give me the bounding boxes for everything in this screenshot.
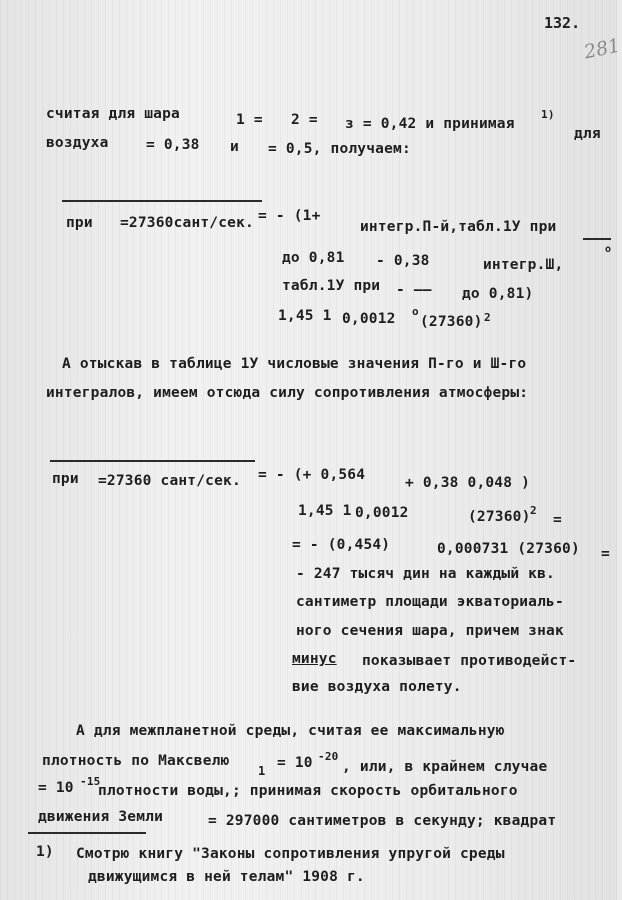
fraction-bar	[50, 460, 255, 462]
text-line: 2 =	[291, 112, 318, 128]
text-line: сантиметр площади экваториаль-	[296, 594, 564, 610]
text-line: интегр.П-й,табл.1У при	[360, 219, 557, 235]
footnote-mark: 1)	[541, 108, 555, 121]
text-line: минус	[292, 651, 337, 667]
text-line: до 0,81)	[462, 286, 534, 302]
text-line: и	[230, 139, 239, 155]
text-line: = 10	[277, 755, 313, 771]
text-line: = 0,5, получаем:	[268, 141, 411, 157]
text-line: = - (0,454)	[292, 537, 391, 553]
text-line: считая для шара	[46, 106, 180, 122]
text-line: = 10	[38, 780, 74, 796]
text-line: 1,45 1	[298, 503, 352, 519]
text-line: 0,0012	[355, 505, 409, 521]
text-line: при	[52, 471, 79, 487]
text-line: плотность по Максвелю	[42, 753, 230, 769]
exponent: 2	[484, 311, 491, 324]
fraction-bar	[583, 238, 611, 240]
footnote-rule	[28, 832, 146, 834]
text-line: = - (+ 0,564	[258, 467, 366, 483]
text-line: 0,0012	[342, 311, 396, 327]
text-line: А отыскав в таблице 1У числовые значения П-го и Ш-го	[62, 356, 527, 372]
text-line: з = 0,42 и принимая	[345, 116, 515, 132]
text-line: при	[66, 215, 93, 231]
text-line: , или, в крайнем случае	[342, 759, 548, 775]
text-line: = - (1+	[258, 208, 321, 224]
footnote-text: движущимся в ней телам" 1908 г.	[88, 869, 365, 885]
text-line: = 297000 сантиметров в секунду; квадрат	[208, 813, 557, 829]
exponent: -20	[318, 750, 339, 763]
text-line: - 0,38	[376, 253, 430, 269]
text-line: показывает противодейст-	[362, 653, 577, 669]
text-line: табл.1У при	[282, 278, 381, 294]
text-line: + 0,38 0,048 )	[405, 475, 531, 491]
page-number: 132.	[544, 14, 581, 32]
text-line: = 0,38	[146, 137, 200, 153]
text-line: =	[601, 546, 610, 562]
archive-stamp: 281	[582, 34, 622, 64]
text-line: 0,000731 (27360)	[437, 541, 580, 557]
degree-mark: о	[605, 244, 612, 255]
text-line: движения Земли	[38, 809, 164, 825]
footnote-mark: 1)	[36, 844, 54, 860]
text-line: ного сечения шара, причем знак	[296, 623, 564, 639]
text-line: до 0,81	[282, 250, 345, 266]
text-line: плотности воды,; принимая скорость орбитального	[98, 783, 518, 799]
text-line: - 247 тысяч дин на каждый кв.	[296, 566, 555, 582]
text-line: вие воздуха полету.	[292, 679, 462, 695]
text-line: =27360сант/сек.	[120, 215, 254, 231]
text-line: интегр.Ш,	[483, 257, 564, 273]
text-line: А для межпланетной среды, считая ее максимальную	[76, 723, 505, 739]
footnote-text: Смотрю книгу "Законы сопротивления упругой среды	[76, 846, 505, 862]
text-line: - ——	[396, 282, 432, 298]
exponent: -15	[80, 775, 101, 788]
text-line: интегралов, имеем отсюда силу сопротивления атмосферы:	[46, 385, 529, 401]
fraction-bar	[62, 200, 262, 202]
text-line: воздуха	[46, 135, 109, 151]
exponent: 2	[530, 504, 537, 517]
text-line: =	[553, 512, 562, 528]
degree-mark: о	[412, 305, 419, 318]
text-line: =27360 сант/сек.	[98, 473, 241, 489]
text-line: 1 =	[236, 112, 263, 128]
text-line: (27360)	[468, 509, 531, 525]
text-line: 1	[258, 764, 266, 778]
text-line: 1,45 1	[278, 308, 332, 324]
text-line: (27360)	[420, 314, 483, 330]
text-line: для	[574, 126, 601, 142]
